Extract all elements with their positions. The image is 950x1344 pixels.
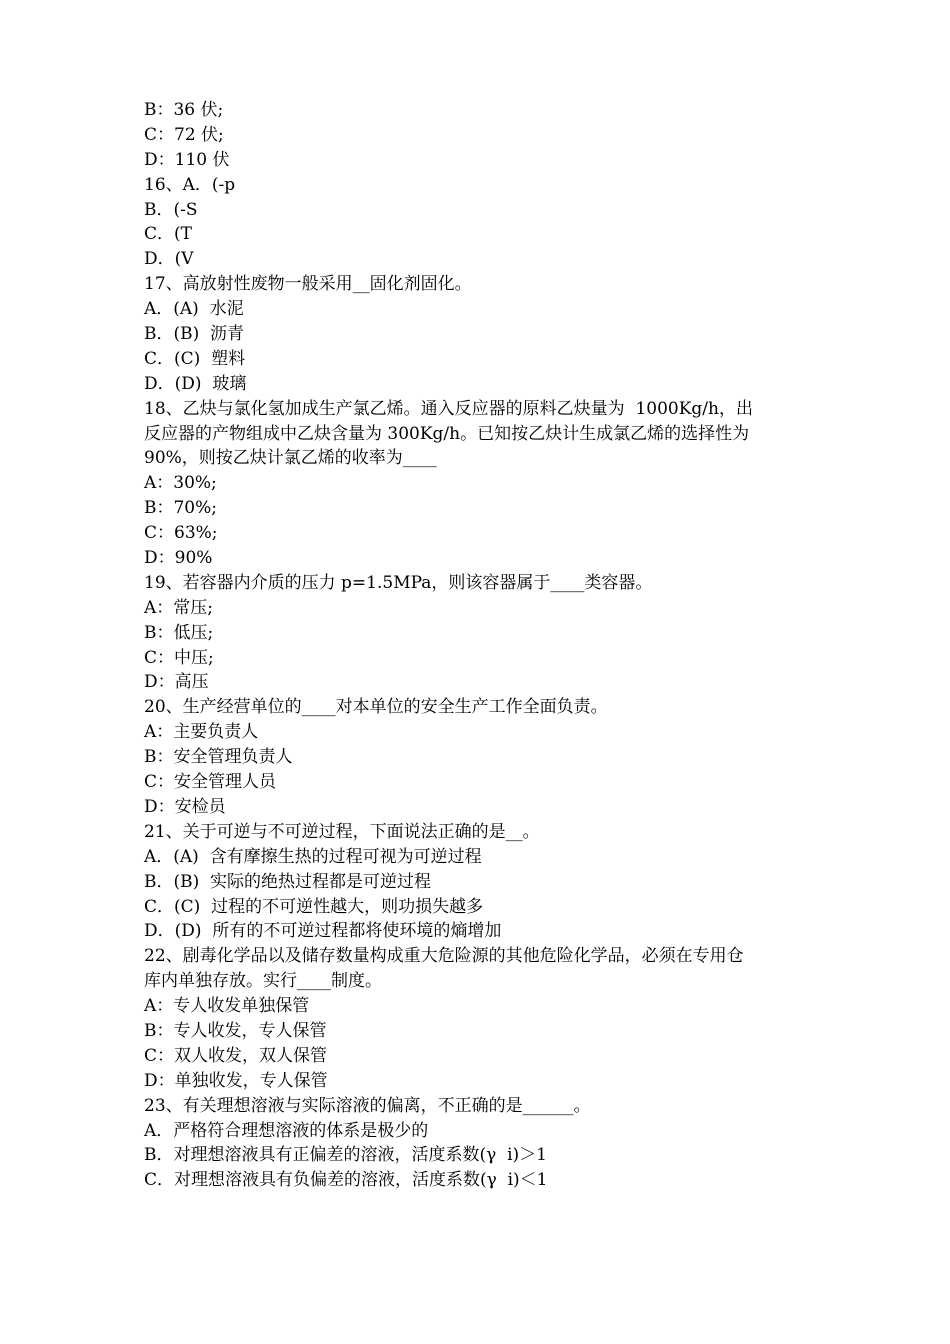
text-line: B．(-S: [144, 199, 198, 220]
text-line: B：专人收发，专人保管: [144, 1020, 327, 1041]
text-line: C：63%;: [144, 523, 218, 544]
text-line: 16、A．(-p: [144, 174, 236, 195]
text-line: D：90%: [144, 548, 213, 569]
text-line: 23、有关理想溶液与实际溶液的偏离，不正确的是______。: [144, 1095, 591, 1116]
text-line: A．(A) 含有摩擦生热的过程可视为可逆过程: [144, 846, 482, 867]
text-line: C：双人收发，双人保管: [144, 1045, 328, 1066]
text-line: D．(V: [144, 249, 194, 270]
text-line: B：36 伏;: [144, 100, 224, 120]
text-line: A：专人收发单独保管: [144, 996, 310, 1017]
document-page: [144, 98, 814, 1193]
text-line: 17、高放射性废物一般采用__固化剂固化。: [144, 274, 472, 295]
text-line: D：110 伏: [144, 149, 230, 170]
text-line: 库内单独存放。实行____制度。: [144, 971, 382, 992]
text-line: A：主要负责人: [144, 722, 259, 743]
text-line: C．对理想溶液具有负偏差的溶液，活度系数(γ i)＜1: [144, 1170, 548, 1191]
text-line: 22、剧毒化学品以及储存数量构成重大危险源的其他危险化学品，必须在专用仓: [144, 946, 744, 967]
text-line: D：高压: [144, 672, 209, 693]
text-line: D：单独收发，专人保管: [144, 1070, 328, 1091]
text-line: 19、若容器内介质的压力 p=1.5MPa，则该容器属于____类容器。: [144, 572, 653, 593]
text-line: B．对理想溶液具有正偏差的溶液，活度系数(γ i)＞1: [144, 1145, 547, 1166]
text-line: C．(C) 塑料: [144, 348, 246, 369]
text-line: A：常压;: [144, 597, 214, 618]
text-line: 18、乙炔与氯化氢加成生产氯乙烯。通入反应器的原料乙炔量为 1000Kg/h，出: [144, 398, 753, 419]
text-line: C：72 伏;: [144, 124, 224, 145]
text-line: D：安检员: [144, 796, 226, 817]
text-line: B．(B) 实际的绝热过程都是可逆过程: [144, 871, 432, 892]
text-line: C．(T: [144, 224, 192, 245]
text-line: C：中压;: [144, 647, 214, 668]
text-line: C．(C) 过程的不可逆性越大，则功损失越多: [144, 896, 484, 917]
text-line: A．(A) 水泥: [144, 299, 244, 320]
text-line: 20、生产经营单位的____对本单位的安全生产工作全面负责。: [144, 697, 608, 718]
text-line: A：30%;: [144, 473, 217, 494]
text-line: A．严格符合理想溶液的体系是极少的: [144, 1120, 429, 1141]
text-line: B：低压;: [144, 622, 214, 643]
text-line: B：安全管理负责人: [144, 747, 293, 768]
text-line: D．(D) 所有的不可逆过程都将使环境的熵增加: [144, 921, 502, 942]
text-line: 21、关于可逆与不可逆过程，下面说法正确的是__。: [144, 821, 540, 842]
text-line: 90%，则按乙炔计氯乙烯的收率为____: [144, 448, 437, 469]
text-line: B．(B) 沥青: [144, 324, 245, 345]
text-line: C：安全管理人员: [144, 772, 277, 793]
text-line: D．(D) 玻璃: [144, 373, 247, 394]
text-line: 反应器的产物组成中乙炔含量为 300Kg/h。已知按乙炔计生成氯乙烯的选择性为: [144, 423, 750, 444]
text-line: B：70%;: [144, 498, 218, 519]
